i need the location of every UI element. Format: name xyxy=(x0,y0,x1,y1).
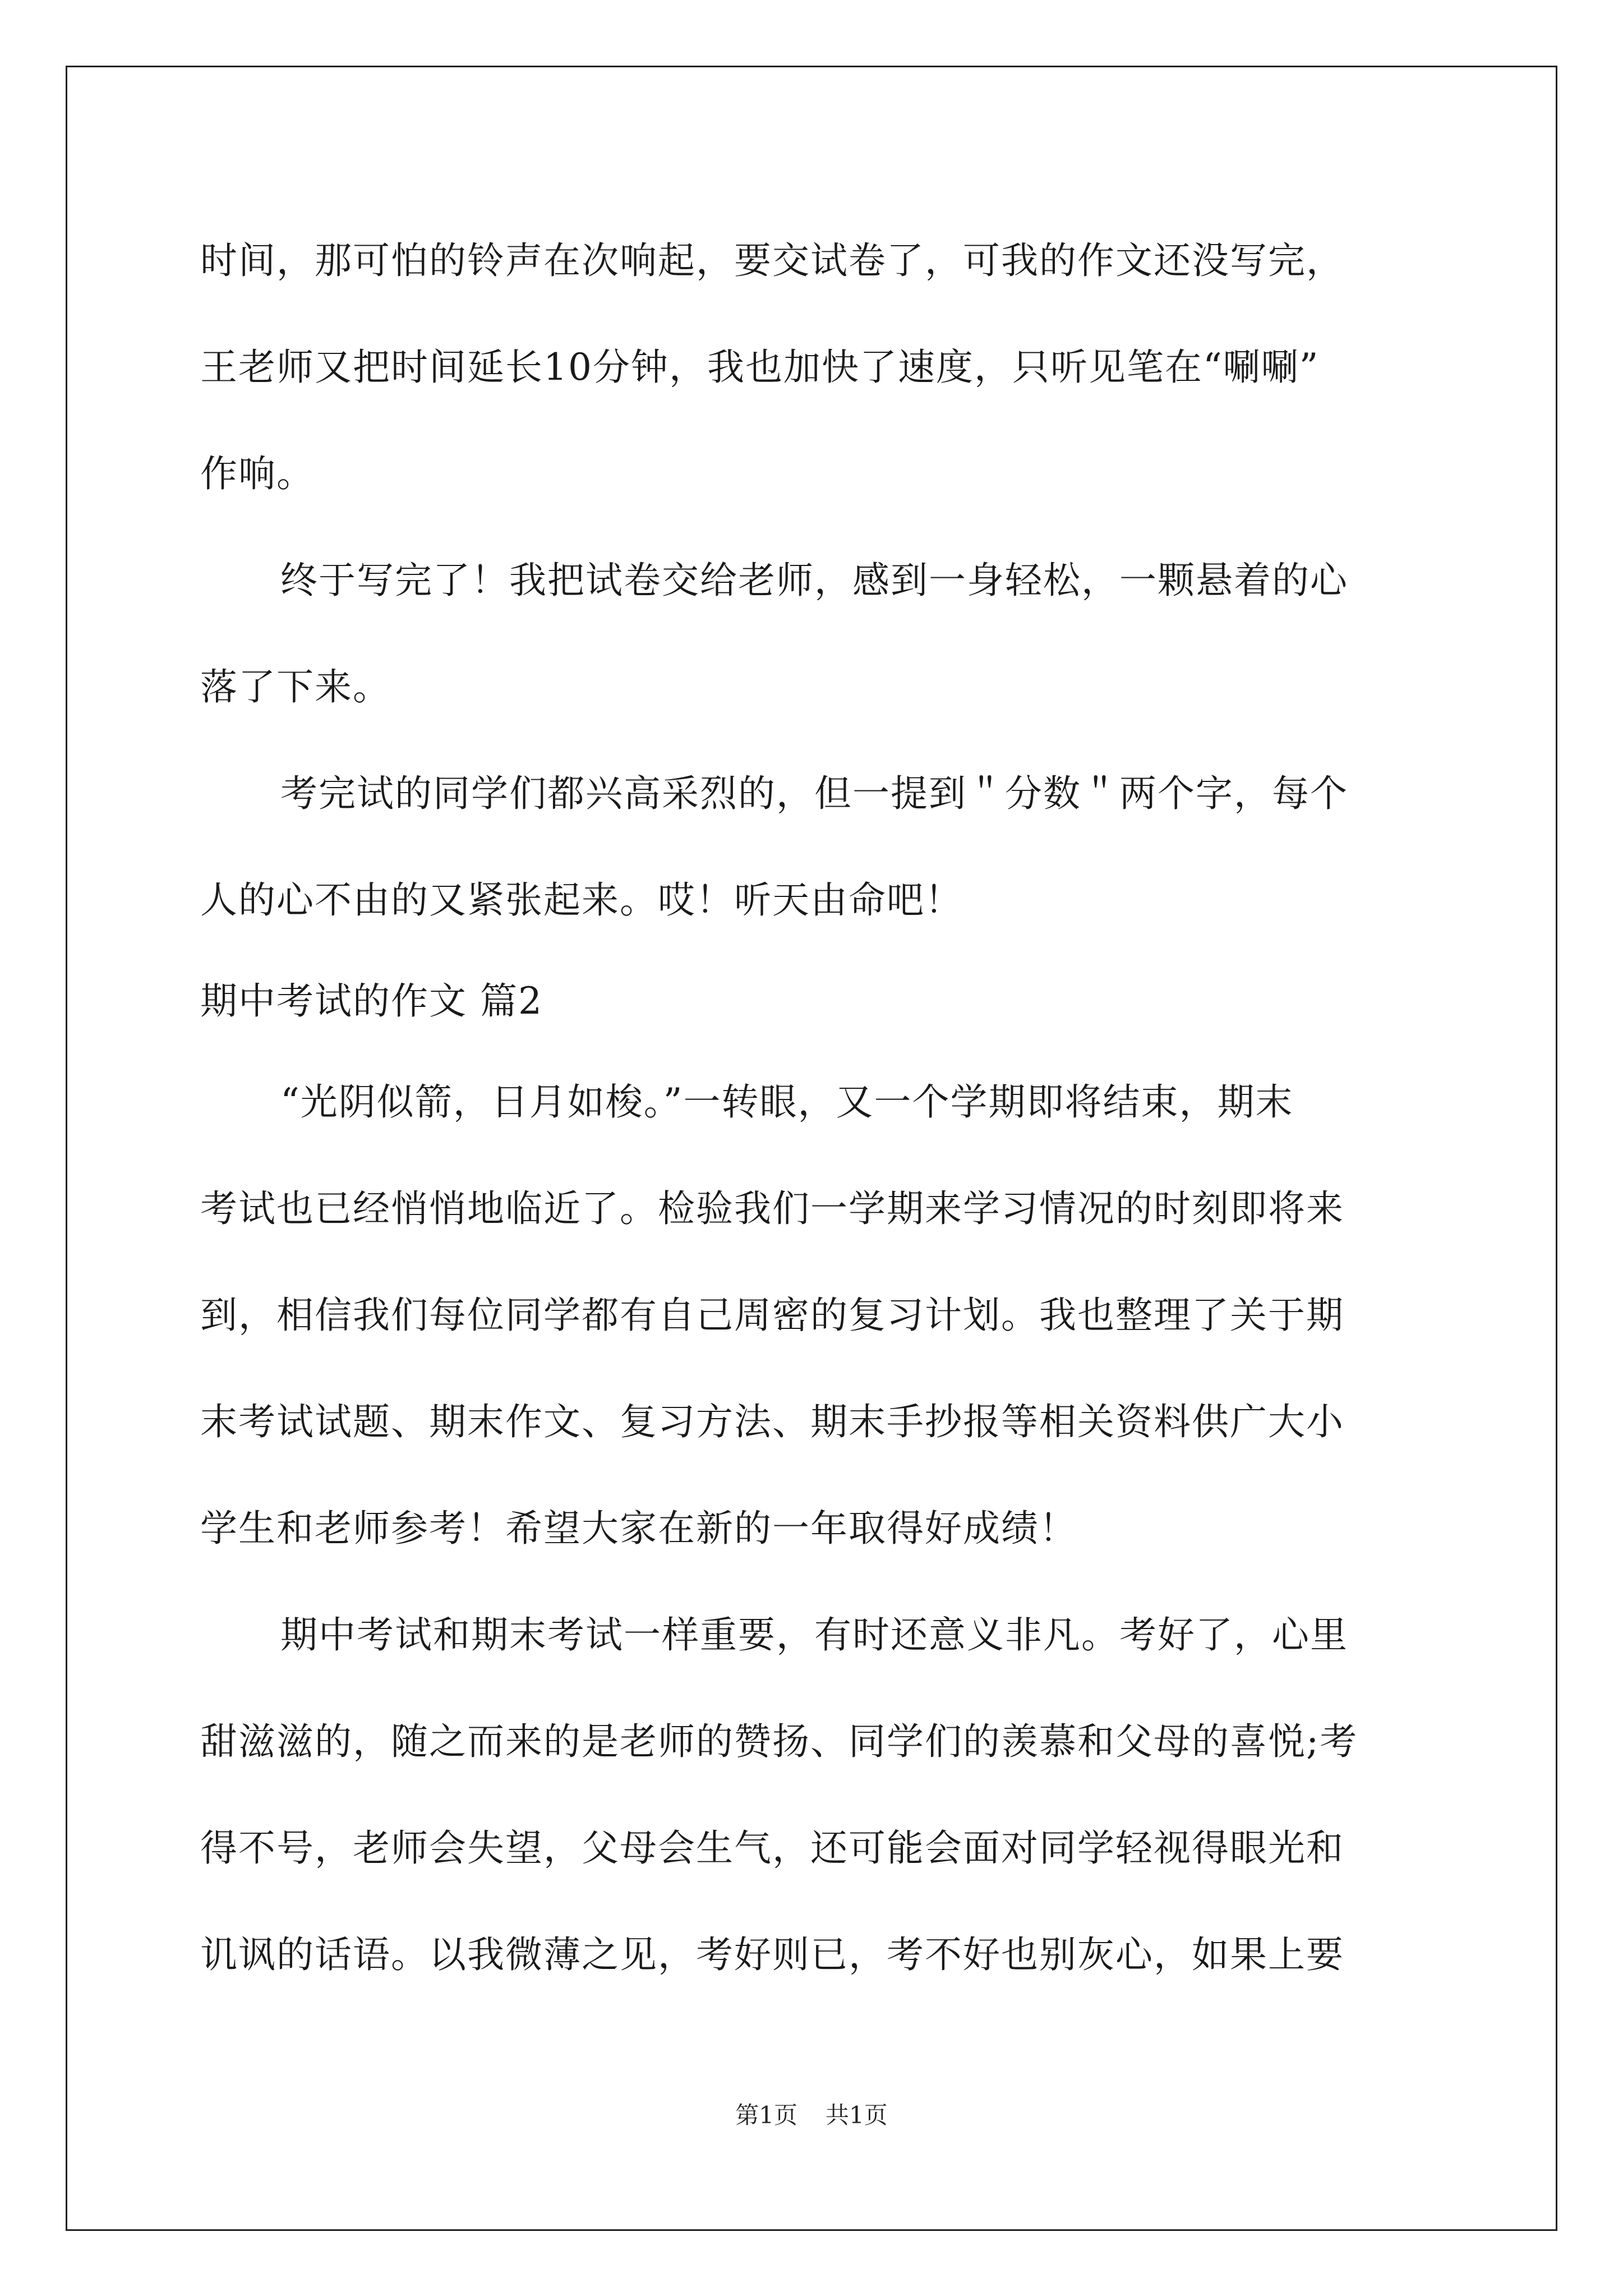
text-line: 学生和老师参考！希望大家在新的一年取得好成绩！ xyxy=(200,1507,1077,1550)
text-line: 时间，那可怕的铃声在次响起，要交试卷了，可我的作文还没写完， xyxy=(200,239,1344,282)
text-line: 终于写完了！我把试卷交给老师，感到一身轻松，一颗悬着的心 xyxy=(280,559,1348,602)
text-line: 落了下来。 xyxy=(200,665,391,708)
section-heading: 期中考试的作文 篇2 xyxy=(200,979,543,1023)
text-line: 考试也已经悄悄地临近了。检验我们一学期来学习情况的时刻即将来 xyxy=(200,1187,1344,1230)
text-line: 王老师又把时间延长10分钟，我也加快了速度，只听见笔在“唰唰” xyxy=(200,346,1320,389)
page-footer xyxy=(0,2097,1623,2131)
text-line: 人的心不由的又紧张起来。哎！听天由命吧！ xyxy=(200,878,963,922)
paragraph xyxy=(200,527,1434,740)
text-line: 末考试试题、期末作文、复习方法、期末手抄报等相关资料供广大小 xyxy=(200,1400,1344,1443)
paragraph xyxy=(200,208,1434,527)
document-body xyxy=(200,208,1434,2008)
text-line: 甜滋滋的，随之而来的是老师的赞扬、同学们的羡慕和父母的喜悦;考 xyxy=(200,1720,1358,1763)
text-line: “光阴似箭，日月如梭。”一转眼，又一个学期即将结束，期末 xyxy=(280,1080,1294,1124)
text-line: 讥讽的话语。以我微薄之见，考好则已，考不好也别灰心，如果上要 xyxy=(200,1933,1344,1976)
paragraph xyxy=(200,740,1434,954)
text-line: 期中考试和期末考试一样重要，有时还意义非凡。考好了，心里 xyxy=(280,1613,1348,1657)
text-line: 到，相信我们每位同学都有自己周密的复习计划。我也整理了关于期 xyxy=(200,1294,1344,1337)
text-line: 考完试的同学们都兴高采烈的，但一提到＂分数＂两个字，每个 xyxy=(280,772,1348,815)
paragraph xyxy=(200,1049,1434,1582)
text-line: 作响。 xyxy=(200,452,315,495)
text-line: 得不号，老师会失望，父母会生气，还可能会面对同学轻视得眼光和 xyxy=(200,1826,1344,1870)
page-number: 第1页 xyxy=(735,2101,797,2129)
paragraph xyxy=(200,1582,1434,2008)
page-total: 共1页 xyxy=(826,2101,888,2129)
